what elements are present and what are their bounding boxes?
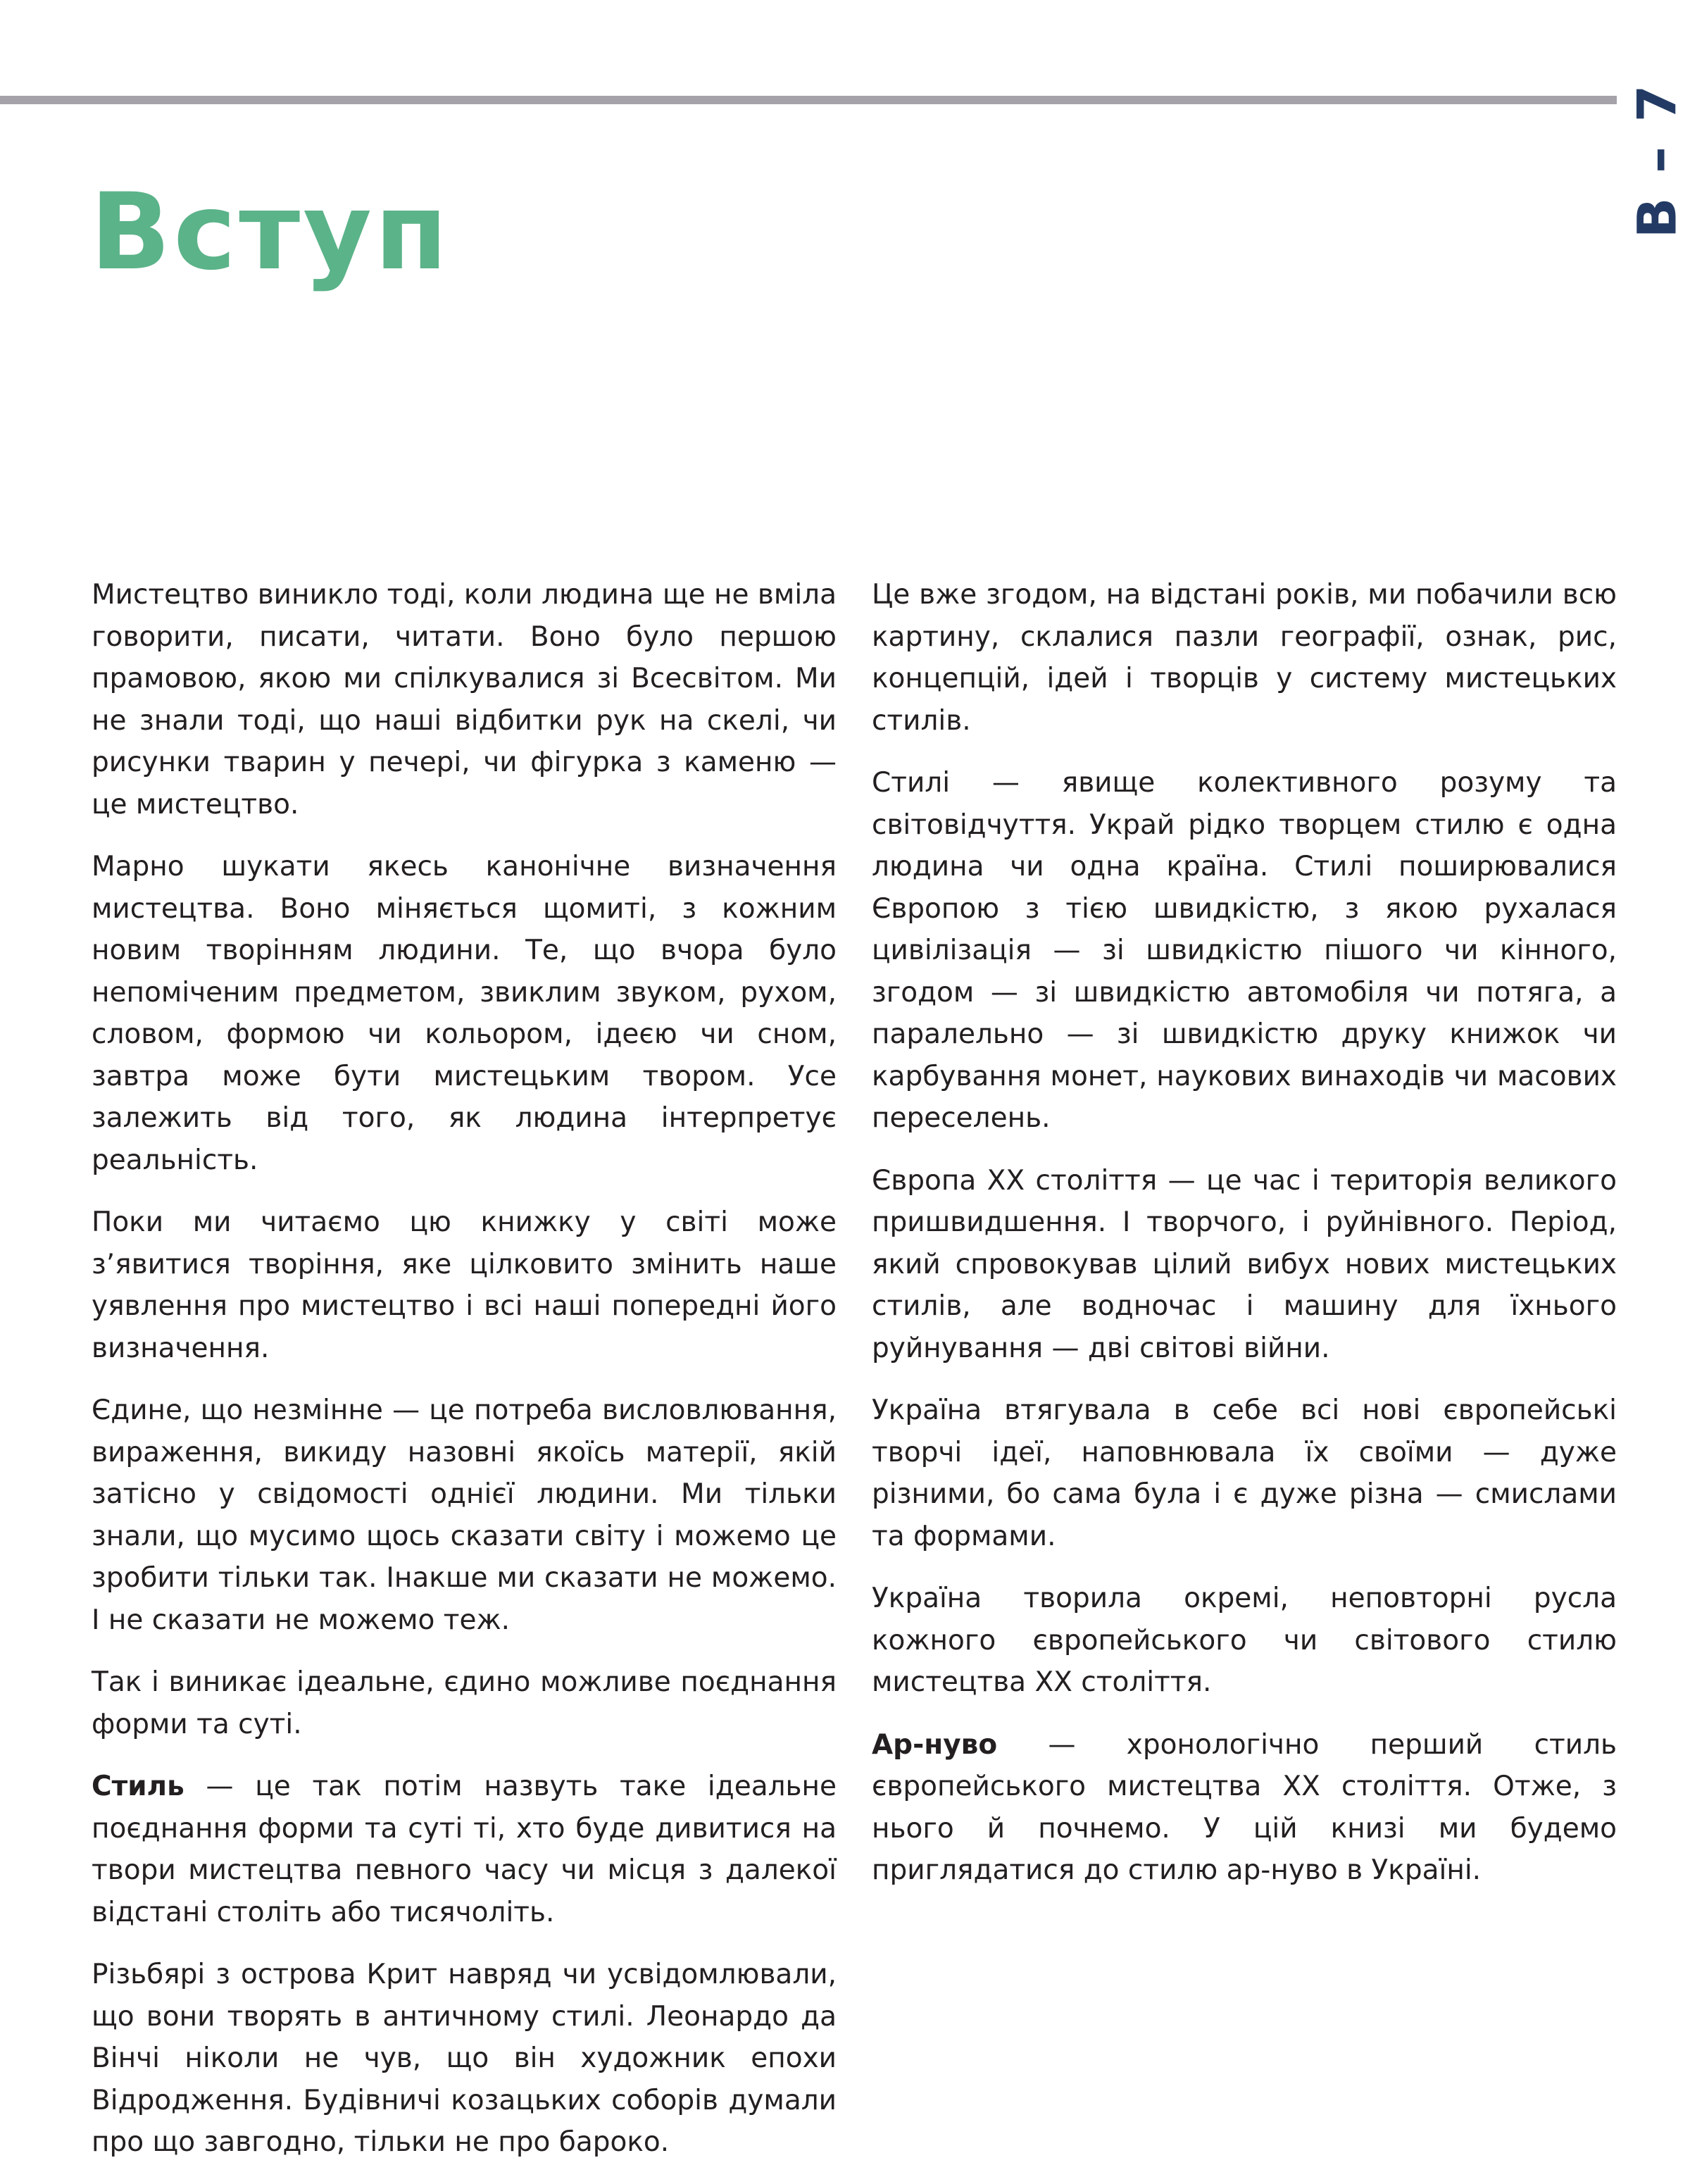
- paragraph: Україна втягувала в себе всі нові європейські творчі ідеї, наповнювала їх своїми — дуже різними, бо сама була і є дуже різна — смислами та формами.: [872, 1394, 1617, 1552]
- right-text-column: [872, 574, 1617, 1912]
- paragraph: Ар-нуво — хронологічно перший стиль європейського мистецтва XX століття. Отже, з нього й почнемо. У цій книзі ми будемо приглядатися до стилю ар-нуво в Україні.: [872, 1728, 1617, 1886]
- paragraph: Мистецтво виникло тоді, коли людина ще не вміла говорити, писати, читати. Воно було першою прамовою, якою ми спілкувалися зі Всесвітом. Ми не знали тоді, що наші відбитки рук на скелі, чи рисунки тварин у печері, чи фігурка з каменю — це мистецтво.: [92, 579, 837, 820]
- left-text-column: [92, 574, 837, 2184]
- paragraph: Марно шукати якесь канонічне визначення мистецтва. Воно міняється щомиті, з кожним новим творінням людини. Те, що вчора було непоміченим предметом, звиклим звуком, рухом, словом, формою чи кольором, ідеєю чи сном, завтра може бути мистецьким твором. Усе залежить від того, як людина інтерпретує реальність.: [92, 851, 837, 1176]
- paragraph: Так і виникає ідеальне, єдино можливе поєднання форми та суті.: [92, 1666, 837, 1740]
- term-style: Стиль: [92, 1771, 184, 1802]
- page-marker-label: B – 7: [1625, 82, 1689, 238]
- paragraph: Це вже згодом, на відстані років, ми побачили всю картину, склалися пазли географії, ознак, рис, концепцій, ідей і творців у систему мистецьких стилів.: [872, 579, 1617, 737]
- term-art-nouveau: Ар-нуво: [872, 1728, 998, 1761]
- paragraph: Різьбярі з острова Крит навряд чи усвідомлювали, що вони творять в античному стилі. Леонардо да Вінчі ніколи не чув, що він художник епохи Відродження. Будівничі козацьких соборів думали про що завгодно, тільки не про бароко.: [92, 1959, 837, 2158]
- paragraph: Єдине, що незмінне — це потреба висловлювання, вираження, викиду назовні якоїсь матерії, якій затісно у свідомості однієї людини. Ми тільки знали, що мусимо щось сказати світу і можемо це зробити тільки так. Інакше ми сказати не можемо. І не сказати не можемо теж.: [92, 1394, 837, 1636]
- page-marker: [1625, 82, 1689, 238]
- paragraph: Поки ми читаємо цю книжку у світі може з’явитися творіння, яке цілковито змінить наше уявлення про мистецтво і всі наші попередні його визначення.: [92, 1206, 837, 1364]
- top-divider-rule: [0, 96, 1617, 104]
- paragraph: Європа XX століття — це час і територія великого пришвидшення. І творчого, і руйнівного. Період, який спровокував цілий вибух нових мистецьких стилів, але водночас і машину для їхнього руйнування — дві світові війни.: [872, 1164, 1617, 1364]
- paragraph: Україна творила окремі, неповторні русла кожного європейського чи світового стилю мистецтва XX століття.: [872, 1583, 1617, 1698]
- paragraph: Стилі — явище колективного розуму та світовідчуття. Украй рідко творцем стилю є одна людина чи одна країна. Стилі поширювалися Європою з тією швидкістю, з якою рухалася цивілізація — зі швидкістю пішого чи кінного, згодом — зі швидкістю автомобіля чи потяга, а паралельно — зі швидкістю друку книжок чи карбування монет, наукових винаходів чи масових переселень.: [872, 767, 1617, 1134]
- page-title: Вступ: [90, 171, 451, 294]
- paragraph: Стиль — це так потім назвуть таке ідеальне поєднання форми та суті ті, хто буде дивитися на твори мистецтва певного часу чи місця з далекої відстані століть або тисячоліть.: [92, 1771, 837, 1928]
